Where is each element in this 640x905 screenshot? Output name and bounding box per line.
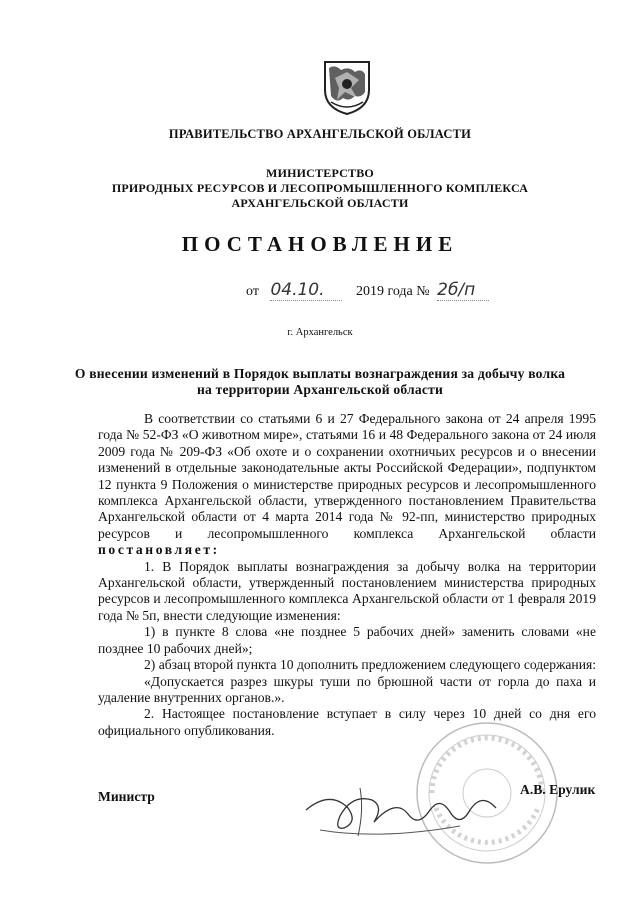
date-line: [246, 280, 489, 301]
government-name: ПРАВИТЕЛЬСТВО АРХАНГЕЛЬСКОЙ ОБЛАСТИ: [168, 127, 472, 141]
preamble-text: В соответствии со статьями 6 и 27 Федерального закона от 24 апреля 1995 года № 52-ФЗ «О животном мире», статьями 16 и 48 Федерального закона от 24 июля 2009 года № 209-ФЗ «Об охоте и о сохранении охотничьих ресурсов и о внесении изменений в отдельные законодательные акты Российской Федерации», подпунктом 12 пункта 9 Положения о министерстве природных ресурсов и лесопромышленного комплекса Архангельской области, утвержденного постановлением Правительства Архангельской области от 4 марта 2014 года № 92-пп, министерство природных ресурсов и лесопромышленного комплекса Архангельской области: [98, 411, 596, 541]
subject-line-2: на территории Архангельской области: [196, 382, 443, 397]
handwritten-number: 2б/п: [437, 280, 489, 301]
year-number-label: 2019 года №: [355, 284, 430, 299]
ministry-line-1: МИНИСТЕРСТВО: [266, 166, 374, 180]
item-1-2-quote-paragraph: «Допускается разрез шкуры туши по брюшной части от горла до паха и удаление внутренних органов.».: [98, 673, 596, 705]
signatory-position: Министр: [98, 789, 155, 804]
coat-of-arms-icon: [321, 58, 373, 116]
city-label: г. Архангельск: [287, 327, 353, 338]
item-1-paragraph: 1. В Порядок выплаты вознаграждения за добычу волка на территории Архангельской области, утвержденный постановлением министерства природных ресурсов и лесопромышленного комплекса Архангельской области от 1 февраля 2019 года № 5п, внести следующие изменения:: [98, 558, 596, 623]
handwritten-signature: [300, 770, 510, 845]
item-2-paragraph: 2. Настоящее постановление вступает в силу через 10 дней со дня его официального опубликования.: [98, 706, 596, 738]
ministry-line-3: АРХАНГЕЛЬСКОЙ ОБЛАСТИ: [231, 196, 409, 210]
item-1-1-paragraph: 1) в пункте 8 слова «не позднее 5 рабочих дней» заменить словами «не позднее 10 рабочих дней»;: [98, 624, 596, 656]
date-prefix: от: [246, 284, 259, 299]
signatory-name: А.В. Ерулик: [520, 782, 596, 797]
resolves-keyword: постановляет:: [98, 542, 220, 558]
preamble-paragraph: [98, 411, 596, 559]
handwritten-date: 04.10.: [270, 280, 342, 301]
subject-line-1: О внесении изменений в Порядок выплаты вознаграждения за добычу волка: [74, 366, 566, 381]
ministry-line-2: ПРИРОДНЫХ РЕСУРСОВ И ЛЕСОПРОМЫШЛЕННОГО КОМПЛЕКСА: [111, 181, 529, 195]
item-1-2-paragraph: 2) абзац второй пункта 10 дополнить предложением следующего содержания:: [144, 657, 597, 673]
document-type-title: ПОСТАНОВЛЕНИЕ: [181, 232, 459, 256]
document-body: [98, 411, 596, 739]
